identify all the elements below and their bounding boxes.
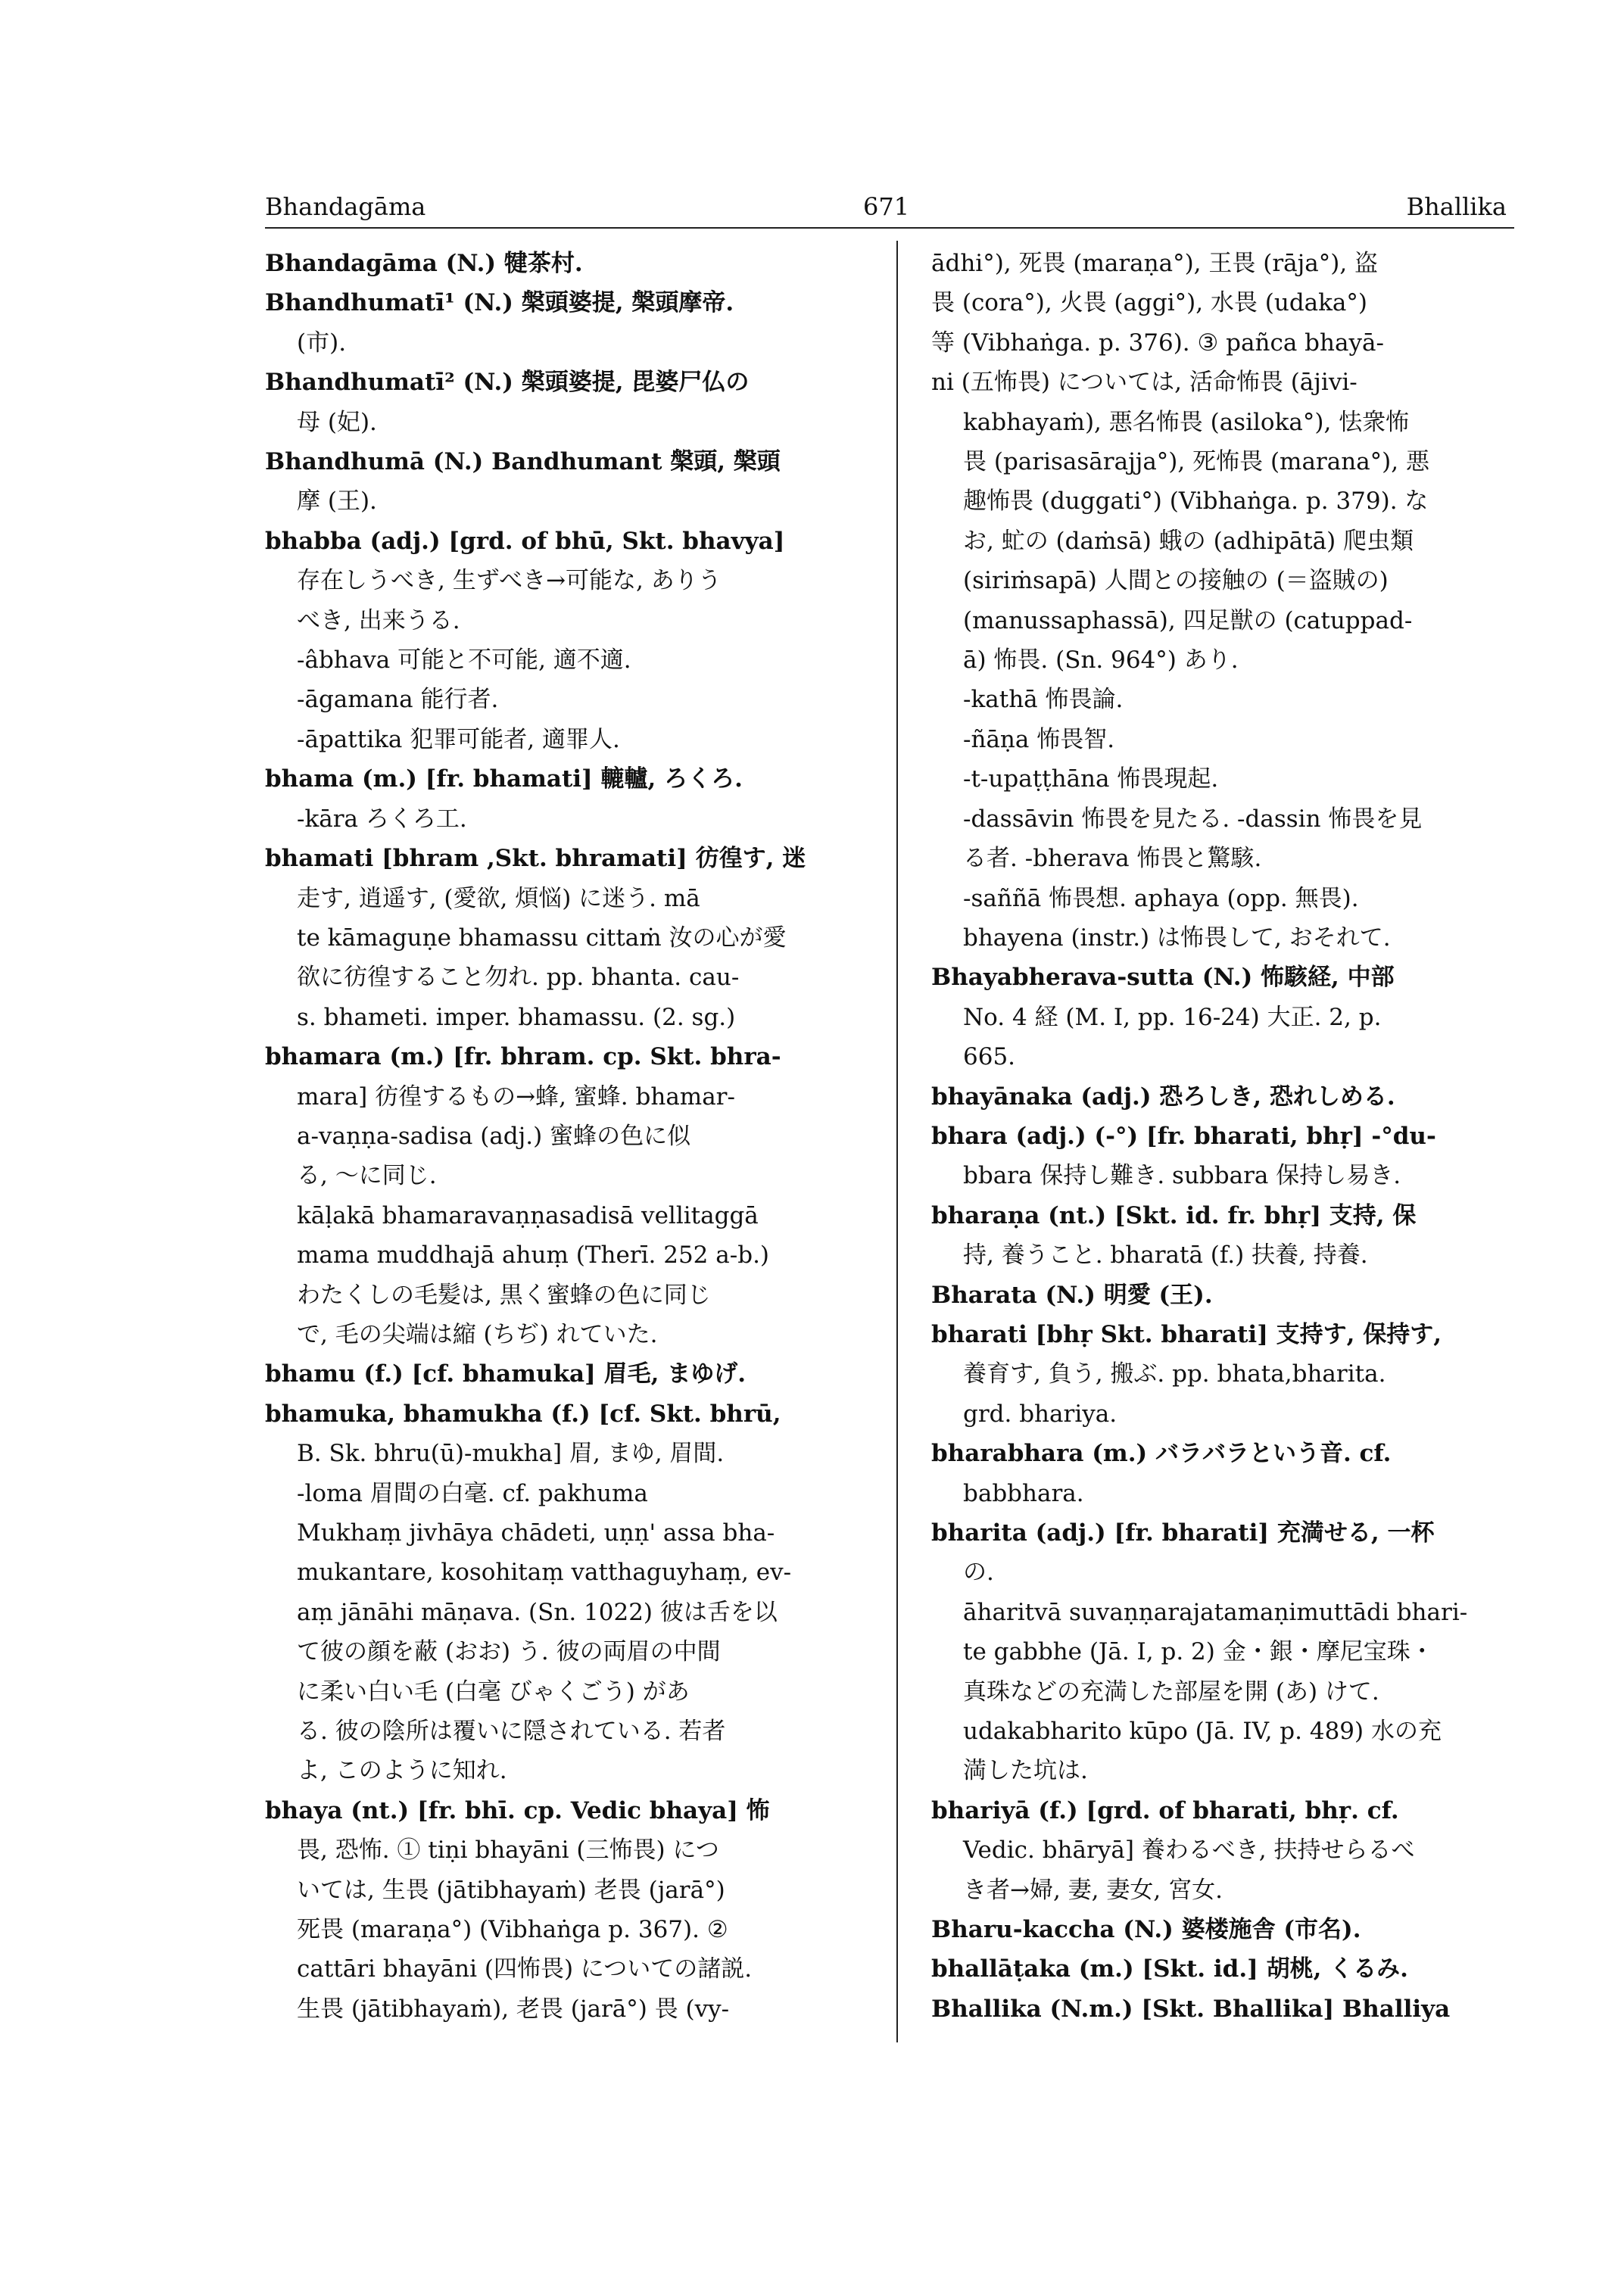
right-column [931,244,1514,2053]
entry-text-line: 摩 (王). [297,488,377,516]
entry-text-line: る, ～に同じ. [297,1162,437,1190]
entry-headword-line: Bhandhumā (N.) Bandhumant 槃頭, 槃頭 [265,448,781,476]
entry-text-line: -āgamana 能行者. [297,686,499,714]
entry-text-line: 真珠などの充満した部屋を開 (あ) けて. [963,1678,1379,1706]
entry-text-line: -āpattika 犯罪可能者, 適罪人. [297,725,620,753]
entry-text-line: 趣怖畏 (duggati°) (Vibhaṅga. p. 379). な [963,488,1429,516]
entry-text-line: る者. -bherava 怖畏と驚駭. [963,845,1262,873]
entry-text-line: -dassāvin 怖畏を見たる. -dassin 怖畏を見 [963,805,1423,833]
entry-headword-line: bhamati [bhram ,Skt. bhramati] 彷徨す, 迷 [265,845,806,873]
entry-text-line: る. 彼の陰所は覆いに隠されている. 若者 [297,1718,726,1746]
running-head [265,189,1507,224]
entry-text-line: Mukhaṃ jivhāya chādeti, uṇṇ' assa bha- [297,1519,775,1547]
entry-text-line: -âbhava 可能と不可能, 適不適. [297,646,631,675]
entry-text-line: No. 4 経 (M. I, pp. 16-24) 大正. 2, p. [963,1003,1382,1031]
entry-headword-line: bharati [bhṛ Skt. bharati] 支持す, 保持す, [931,1320,1442,1348]
entry-text-line: 畏, 恐怖. ① tiṇi bhayāni (三怖畏) につ [297,1837,719,1865]
entry-headword-line: bhabba (adj.) [grd. of bhū, Skt. bhavya] [265,527,785,555]
entry-text-line: 畏 (cora°), 火畏 (aggi°), 水畏 (udaka°) [931,289,1368,317]
entry-text-line: 665. [963,1043,1016,1071]
entry-text-line: いては, 生畏 (jātibhayaṁ) 老畏 (jarā°) [297,1876,725,1904]
entry-headword-line: bhamuka, bhamukha (f.) [cf. Skt. bhrū, [265,1400,781,1428]
entry-text-line: わたくしの毛髪は, 黒く蜜蜂の色に同じ [297,1281,711,1309]
entry-text-line: 畏 (parisasārajja°), 死怖畏 (marana°), 悪 [963,448,1429,476]
entry-text-line: a-vaṇṇa-sadisa (adj.) 蜜蜂の色に似 [297,1122,691,1150]
entry-text-line: -kathā 怖畏論. [963,686,1124,714]
entry-text-line: mara] 彷徨するもの→蜂, 蜜蜂. bhamar- [297,1083,735,1111]
entry-text-line: grd. bhariya. [963,1400,1117,1428]
entry-text-line: -t-upaṭṭhāna 怖畏現起. [963,765,1219,793]
entry-headword-line: bharabhara (m.) バラバラという音. cf. [931,1440,1392,1468]
entry-text-line: -ñāṇa 怖畏智. [963,725,1115,753]
entry-text-line: -saññā 怖畏想. aphaya (opp. 無畏). [963,884,1359,912]
entry-text-line: (manussaphassā), 四足獣の (catuppad- [963,606,1413,634]
entry-headword-line: Bhandagāma (N.) 犍茶村. [265,250,583,277]
page-number: 671 [863,192,910,221]
entry-headword-line: bhamu (f.) [cf. bhamuka] 眉毛, まゆげ. [265,1360,746,1388]
entry-text-line: 持, 養うこと. bharatā (f.) 扶養, 持養. [963,1242,1368,1270]
entry-text-line: で, 毛の尖端は縮 (ちぢ) れていた. [297,1320,658,1348]
entry-text-line: 存在しうべき, 生ずべき→可能な, ありう [297,567,722,595]
entry-headword-line: Bharata (N.) 明愛 (王). [931,1281,1213,1309]
entry-text-line: B. Sk. bhru(ū)-mukha] 眉, まゆ, 眉間. [297,1440,725,1468]
entry-headword-line: bhariyā (f.) [grd. of bharati, bhṛ. cf. [931,1796,1399,1824]
entry-headword-line: Bhallika (N.m.) [Skt. Bhallika] Bhalliya [931,1995,1451,2023]
entry-text-line: 走す, 逍遥す, (愛欲, 煩悩) に迷う. mā [297,884,700,912]
header-first-entry: Bhandagāma [265,192,426,221]
entry-headword-line: bhaya (nt.) [fr. bhī. cp. Vedic bhaya] 怖 [265,1796,770,1824]
entry-headword-line: bhayānaka (adj.) 恐ろしき, 恐れしめる. [931,1083,1395,1111]
entry-text-line: て彼の顔を蔽 (おお) う. 彼の両眉の中間 [297,1638,721,1666]
entry-text-line: 等 (Vibhaṅga. p. 376). ③ pañca bhayā- [931,329,1384,357]
entry-headword-line: bharaṇa (nt.) [Skt. id. fr. bhṛ] 支持, 保 [931,1201,1417,1229]
entry-headword-line: Bhandhumatī¹ (N.) 槃頭婆提, 槃頭摩帝. [265,289,734,317]
entry-text-line: āharitvā suvaṇṇarajatamaṇimuttādi bhari- [963,1598,1468,1626]
entry-text-line: お, 虻の (daṁsā) 蛾の (adhipātā) 爬虫類 [963,527,1414,555]
entry-text-line: cattāri bhayāni (四怖畏) についての諸説. [297,1955,753,1983]
entry-text-line: べき, 出来うる. [297,606,460,634]
entry-text-line: kāḷakā bhamaravaṇṇasadisā vellitaggā [297,1201,759,1229]
column-divider [896,241,898,2042]
entry-text-line: 生畏 (jātibhayaṁ), 老畏 (jarā°) 畏 (vy- [297,1995,730,2023]
entry-text-line: -kāra ろくろ工. [297,805,467,833]
entry-text-line: 欲に彷徨すること勿れ. pp. bhanta. cau- [297,964,740,992]
entry-text-line: ā) 怖畏. (Sn. 964°) あり. [963,646,1239,675]
entry-text-line: よ, このように知れ. [297,1757,507,1785]
entry-text-line: kabhayaṁ), 悪名怖畏 (asiloka°), 怯衆怖 [963,408,1410,436]
entry-text-line: bhayena (instr.) は怖畏して, おそれて. [963,924,1391,952]
entry-headword-line: bhara (adj.) (-°) [fr. bharati, bhṛ] -°du- [931,1122,1436,1150]
entry-text-line: udakabharito kūpo (Jā. IV, p. 489) 水の充 [963,1718,1442,1746]
entry-text-line: mama muddhajā ahuṃ (Therī. 252 a-b.) [297,1242,770,1270]
entry-headword-line: bhallāṭaka (m.) [Skt. id.] 胡桃, くるみ. [931,1955,1408,1983]
entry-text-line: te kāmaguṇe bhamassu cittaṁ 汝の心が愛 [297,924,787,952]
header-last-entry: Bhallika [1406,192,1507,221]
entry-text-line: 死畏 (maraṇa°) (Vibhaṅga p. 367). ② [297,1916,728,1944]
entry-headword-line: bhamara (m.) [fr. bhram. cp. Skt. bhra- [265,1043,781,1071]
entry-text-line: Vedic. bhāryā] 養わるべき, 扶持せらるべ [963,1837,1415,1865]
entry-headword-line: Bhayabherava-sutta (N.) 怖駭経, 中部 [931,964,1395,992]
entry-text-line: aṃ jānāhi māṇava. (Sn. 1022) 彼は舌を以 [297,1598,778,1626]
entry-text-line: き者→婦, 妻, 妻女, 宮女. [963,1876,1223,1904]
entry-text-line: の. [963,1559,994,1587]
entry-text-line: bbara 保持し難き. subbara 保持し易き. [963,1162,1401,1190]
entry-text-line: に柔い白い毛 (白毫 びゃくごう) があ [297,1678,690,1706]
header-rule [265,227,1514,229]
entry-text-line: s. bhameti. imper. bhamassu. (2. sg.) [297,1003,736,1031]
entry-text-line: 養育す, 負う, 搬ぶ. pp. bhata,bharita. [963,1360,1386,1388]
entry-text-line: mukantare, kosohitaṃ vatthaguyhaṃ, ev- [297,1559,792,1587]
entry-text-line: 満した坑は. [963,1757,1088,1785]
entry-text-line: te gabbhe (Jā. I, p. 2) 金・銀・摩尼宝珠・ [963,1638,1434,1666]
entry-text-line: (市). [297,329,347,357]
entry-headword-line: Bhandhumatī² (N.) 槃頭婆提, 毘婆尸仏の [265,369,750,397]
entry-text-line: ādhi°), 死畏 (maraṇa°), 王畏 (rāja°), 盗 [931,250,1379,277]
entry-headword-line: bhama (m.) [fr. bhamati] 轆轤, ろくろ. [265,765,743,793]
entry-text-line: -loma 眉間の白毫. cf. pakhuma [297,1479,648,1507]
entry-headword-line: bharita (adj.) [fr. bharati] 充満せる, 一杯 [931,1519,1435,1547]
entry-headword-line: Bharu-kaccha (N.) 婆楼施舎 (市名). [931,1916,1361,1944]
entry-text-line: 母 (妃). [297,408,377,436]
entry-text-line: (siriṁsapā) 人間との接触の (＝盗賊の) [963,567,1389,595]
left-column [265,244,863,2053]
entry-text-line: ni (五怖畏) については, 活命怖畏 (ājivi- [931,369,1357,397]
entry-text-line: babbhara. [963,1479,1084,1507]
